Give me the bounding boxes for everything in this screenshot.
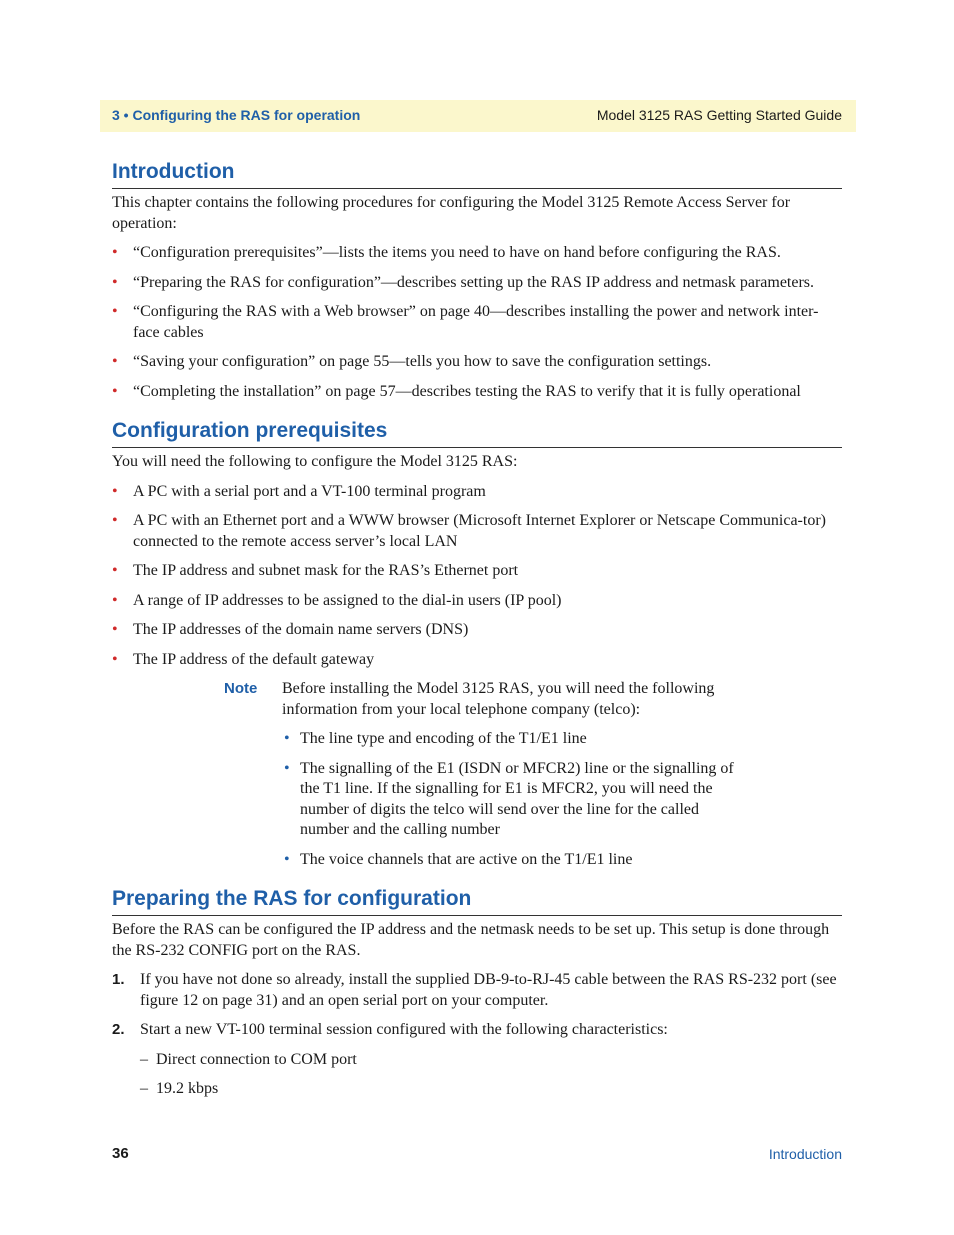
bullet-icon: • [284,730,290,747]
prerequisites-section [112,417,842,870]
intro-bullet-list [112,243,842,402]
bullet-icon: • [112,382,118,400]
list-item: • “Configuration prerequisites”—lists the items you need to have on hand before configuring the RAS. [112,243,842,264]
note-text: Before installing the Model 3125 RAS, you will need the following information from your local telephone company (telco): [282,680,715,718]
list-item: • “Completing the installation” on page 57—describes testing the RAS to verify that it is fully operational [112,382,842,403]
steps-list [112,970,842,1041]
bullet-icon: • [112,273,118,291]
list-item: • The IP addresses of the domain name servers (DNS) [112,620,842,641]
dash-icon: – [140,1050,148,1068]
bullet-icon: • [284,850,290,868]
dash-icon: – [140,1080,148,1097]
bullet-icon: • [284,759,290,777]
note-bullet-list [282,729,742,870]
list-item: • The signalling of the E1 (ISDN or MFCR2) line or the signalling of the T1 line. If the signalling for E1 is MFCR2, you will need the number of digits the telco will send over the line for the called number and the calling number [284,759,734,838]
list-item: – 19.2 kbps [140,1079,842,1100]
bullet-icon: • [112,621,118,638]
guide-title: Model 3125 RAS Getting Started Guide [596,107,842,123]
introduction-section [112,158,842,402]
list-item: • The IP address and subnet mask for the RAS’s Ethernet port [112,561,842,582]
bullet-icon: • [112,591,118,609]
bullet-icon: • [112,650,118,668]
list-item: • The line type and encoding of the T1/E1 line [282,729,742,750]
step-number: 2. [112,1021,125,1038]
list-item: – Direct connection to COM port [140,1050,842,1071]
list-item: • “Preparing the RAS for configuration”—describes setting up the RAS IP address and netmask parameters. [112,273,842,294]
bullet-icon: • [112,562,118,579]
intro-paragraph: This chapter contains the following procedures for configuring the Model 3125 Remote Access Server for operation: [112,194,791,232]
chapter-title: 3 • Configuring the RAS for operation [112,107,361,123]
bullet-icon: • [112,303,118,320]
page-content [112,158,842,1109]
sub-item-list [140,1050,842,1100]
footer-section-name: Introduction [768,1146,842,1162]
list-item: • “Saving your configuration” on page 55—tells you how to save the configuration settings. [112,352,842,373]
list-item: • A PC with an Ethernet port and a WWW browser (Microsoft Internet Explorer or Netscape Communica-tor) connected to the remote access server’s local LAN [112,512,826,550]
page-number: 36 [112,1145,129,1162]
prerequisites-heading: Configuration prerequisites [112,417,842,448]
preparing-paragraph: Before the RAS can be configured the IP address and the netmask needs to be set up. This setup is done through the RS-232 CONFIG port on the RAS. [112,921,830,959]
running-header [100,100,856,132]
note-label: Note [224,680,258,697]
bullet-icon: • [112,482,118,500]
prereq-bullet-list [112,482,842,671]
preparing-heading: Preparing the RAS for configuration [112,885,842,916]
list-item: • A range of IP addresses to be assigned to the dial-in users (IP pool) [112,591,842,612]
list-item: • The voice channels that are active on the T1/E1 line [282,850,742,871]
step-number: 1. [112,971,125,988]
list-item: • The IP address of the default gateway [112,650,842,671]
step-item: 2. Start a new VT-100 terminal session configured with the following characteristics: [112,1020,842,1041]
introduction-heading: Introduction [112,158,842,189]
step-item: 1. If you have not done so already, install the supplied DB-9-to-RJ-45 cable between the RAS RS-232 port (see figure 12 on page 31) and an open serial port on your computer. [112,971,837,1009]
list-item: • A PC with a serial port and a VT-100 terminal program [112,482,842,503]
prereq-paragraph: You will need the following to configure the Model 3125 RAS: [112,453,518,470]
bullet-icon: • [112,244,118,261]
list-item: • “Configuring the RAS with a Web browser” on page 40—describes installing the power and network inter-face cables [112,303,819,341]
bullet-icon: • [112,353,118,370]
bullet-icon: • [112,512,118,529]
preparing-section [112,885,842,1100]
note-block [224,679,842,870]
